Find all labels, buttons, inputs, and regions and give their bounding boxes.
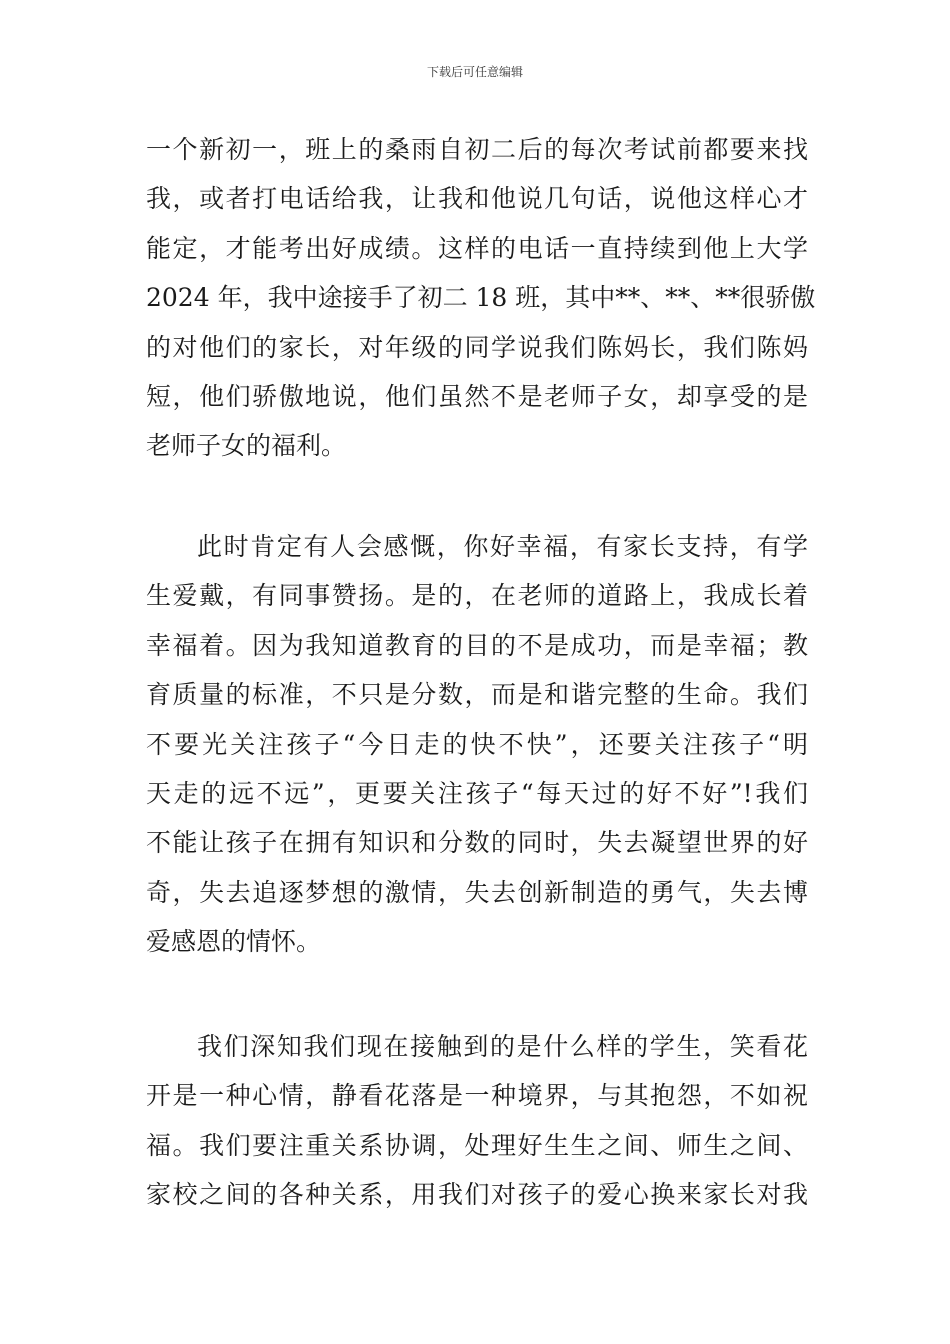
paragraph-3 [146,1022,808,1220]
text-line: 天走的远不远”，更要关注孩子“每天过的好不好”!我们 [146,778,808,808]
text-line: 开是一种心情，静看花落是一种境界，与其抱怨，不如祝 [146,1081,808,1111]
text-line: 我们深知我们现在接触到的是什么样的学生，笑看花 [197,1032,808,1061]
text-line: 家校之间的各种关系，用我们对孩子的爱心换来家长对我 [146,1180,808,1210]
text-line: 奇，失去追逐梦想的激情，失去创新制造的勇气，失去博 [146,877,808,907]
text-line: 生爱戴，有同事赞扬。是的，在老师的道路上，我成长着 [146,581,808,611]
page-header-note: 下载后可任意编辑 [426,65,523,79]
text-line: 不能让孩子在拥有知识和分数的同时，失去凝望世界的好 [146,828,808,858]
text-line: 此时肯定有人会感慨，你好幸福，有家长支持，有学 [197,532,808,561]
text-line: 幸福着。因为我知道教育的目的不是成功，而是幸福；教 [146,630,808,660]
text-line: 爱感恩的情怀。 [146,927,322,957]
text-line: 福。我们要注重关系协调，处理好生生之间、师生之间、 [146,1130,808,1160]
text-line: 我，或者打电话给我，让我和他说几句话，说他这样心才 [146,184,808,214]
paragraph-1 [146,125,816,471]
text-line: 不要光关注孩子“今日走的快不快”，还要关注孩子“明 [146,729,808,759]
text-line: 2024 年，我中途接手了初二 18 班，其中**、**、**很骄傲 [146,283,816,313]
text-line: 一个新初一，班上的桑雨自初二后的每次考试前都要来找 [146,135,808,164]
text-line: 的对他们的家长，对年级的同学说我们陈妈长，我们陈妈 [146,332,808,362]
text-line: 老师子女的福利。 [146,431,347,461]
text-line: 育质量的标准，不只是分数，而是和谐完整的生命。我们 [146,680,808,710]
paragraph-2 [146,522,808,967]
text-line: 短，他们骄傲地说，他们虽然不是老师子女，却享受的是 [146,381,808,411]
text-line: 能定，才能考出好成绩。这样的电话一直持续到他上大学 [146,233,808,263]
